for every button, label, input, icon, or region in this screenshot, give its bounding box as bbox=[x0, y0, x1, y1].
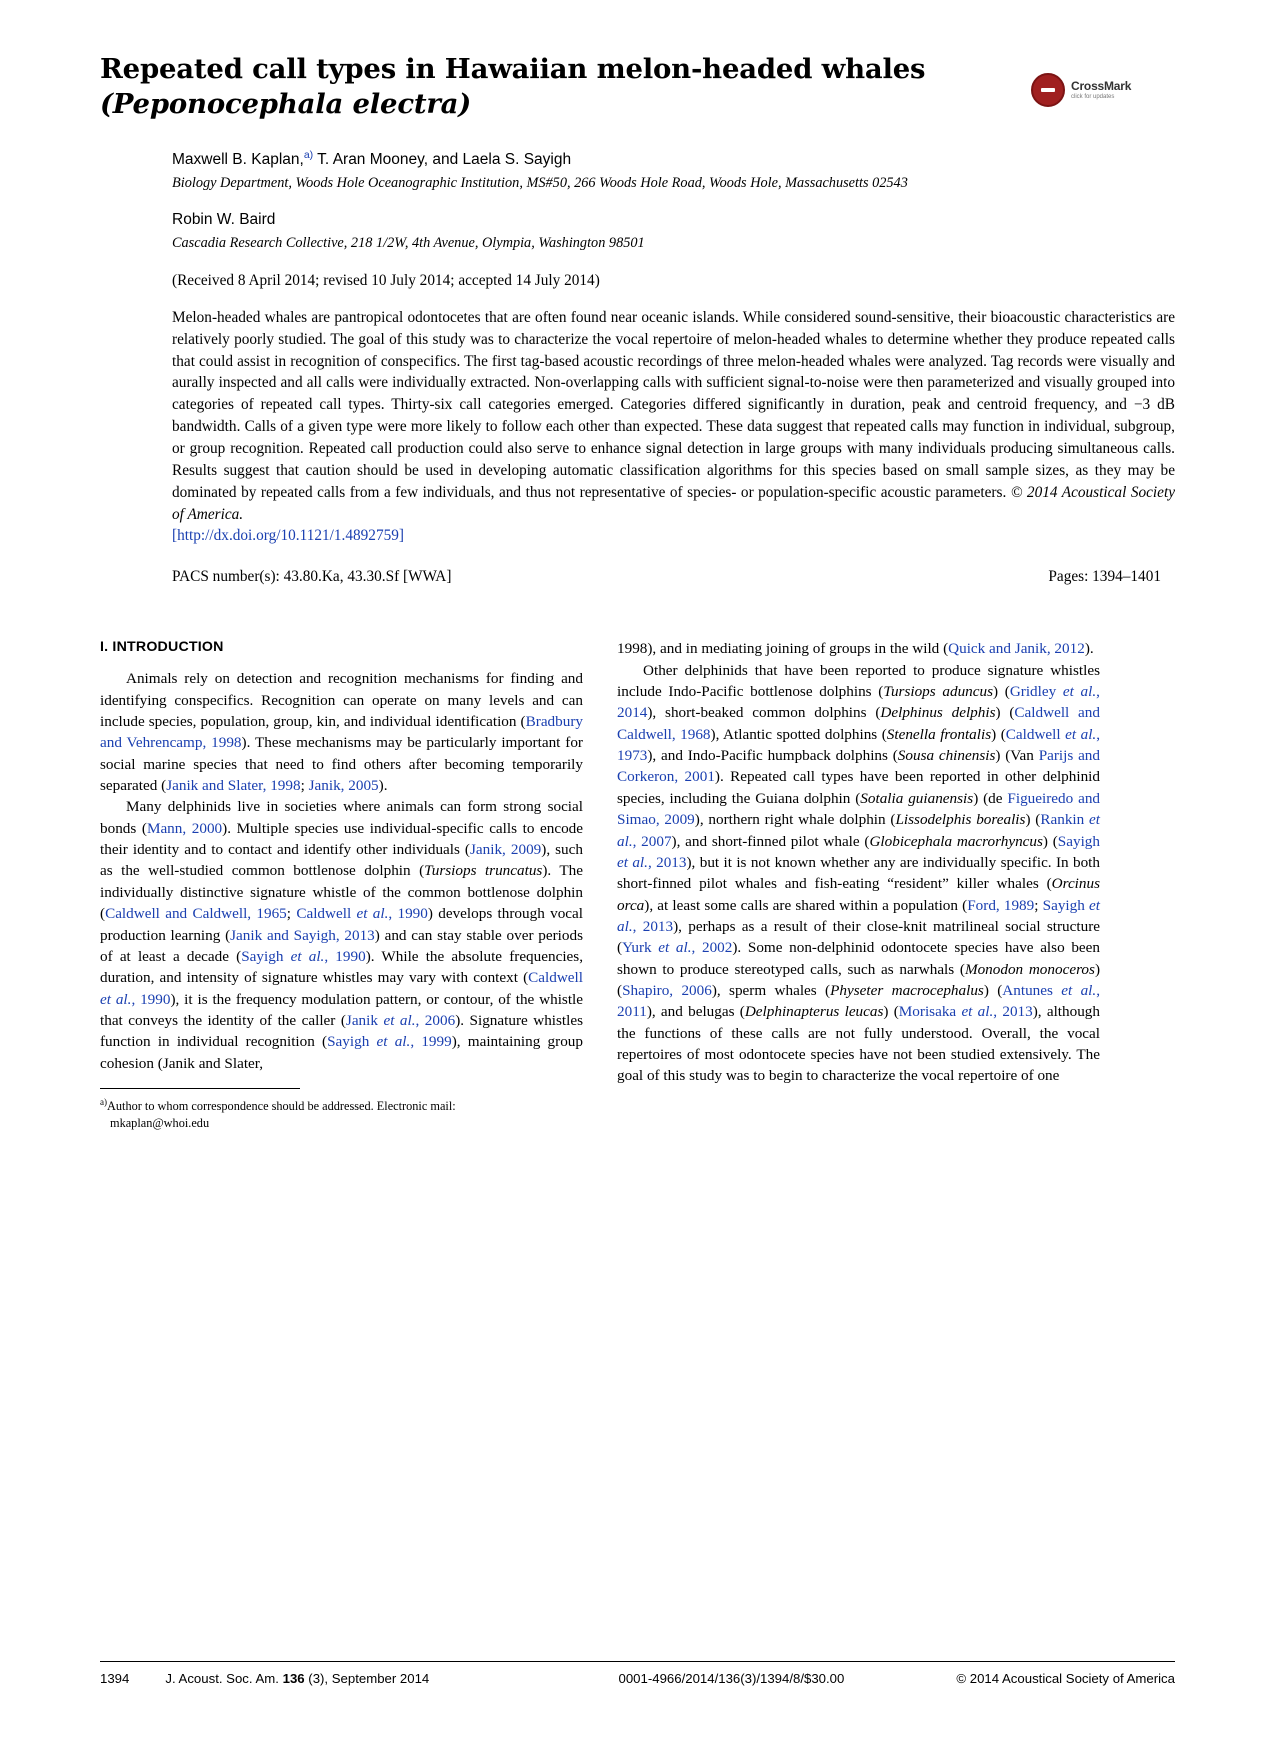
footnote-marker: a) bbox=[100, 1097, 107, 1108]
crossmark-icon bbox=[1031, 73, 1065, 107]
affiliation-1: Biology Department, Woods Hole Oceanographic Institution, MS#50, 266 Woods Hole Road, Woods Hole, Massachusetts 02543 bbox=[172, 175, 908, 192]
authors-block-2 bbox=[172, 210, 1175, 254]
paragraph: Animals rely on detection and recognition mechanisms for finding and identifying conspecifics. Recognition can operate on many levels and can include species, population, group, kin, and individual identification (Bradbury and Vehrencamp, 1998). These mechanisms may be particularly important for social marine species that need to find others after becoming temporarily separated (Janik and Slater, 1998; Janik, 2005). bbox=[100, 670, 583, 795]
footer-divider bbox=[100, 1661, 1175, 1662]
footer-journal-rest: (3), September 2014 bbox=[304, 1671, 430, 1686]
body-columns bbox=[100, 638, 1175, 1132]
paragraph: Many delphinids live in societies where animals can form strong social bonds (Mann, 2000). Multiple species use individual-specific calls to encode their identity and to contact and identify other individuals (Janik, 2009), such as the well-studied common bottlenose dolphin (Tursiops truncatus). The individually distinctive signature whistle of the common bottlenose dolphin (Caldwell and Caldwell, 1965; Caldwell et al., 1990) develops through vocal production learning (Janik and Sayigh, 2013) and can stay stable over periods of at least a decade (Sayigh et al., 1990). While the absolute frequencies, duration, and intensity of signature whistles may vary with context (Caldwell et al., 1990), it is the frequency modulation pattern, or contour, of the whistle that conveys the identity of the caller (Janik et al., 2006). Signature whistles function in individual recognition (Sayigh et al., 1999), maintaining group cohesion (Janik and Slater, bbox=[100, 798, 584, 1072]
page-range: Pages: 1394–1401 bbox=[1048, 568, 1161, 586]
author-names-1: Maxwell B. Kaplan, bbox=[172, 151, 304, 169]
section-heading-introduction: I. INTRODUCTION bbox=[100, 639, 224, 656]
received-dates: (Received 8 April 2014; revised 10 July 2014; accepted 14 July 2014) bbox=[172, 271, 600, 289]
paragraph: Other delphinids that have been reported to produce signature whistles include Indo-Pacific bottlenose dolphins (Tursiops aduncus) (Gridley et al., 2014), short-beaked common dolphins (Delphinus delphis) (Caldwell and Caldwell, 1968), Atlantic spotted dolphins (Stenella frontalis) (Caldwell et al., 1973), and Indo-Pacific humpback dolphins (Sousa chinensis) (Van Parijs and Corkeron, 2001). Repeated call types have been reported in other delphinid species, including the Guiana dolphin (Sotalia guianensis) (de Figueiredo and Simao, 2009), northern right whale dolphin (Lissodelphis borealis) (Rankin et al., 2007), and short-finned pilot whale (Globicephala macrorhyncus) (Sayigh et al., 2013), but it is not known whether any are individually specific. In both short-finned pilot whales and fish-eating “resident” killer whales (Orcinus orca), at least some calls are shared within a population (Ford, 1989; Sayigh et al., 2013), perhaps as a result of their close-knit matrilineal social structure (Yurk et al., 2002). Some non-delphinid odontocete species have also been shown to produce stereotyped calls, such as narwhals (Monodon monoceros) (Shapiro, 2006), sperm whales (Physeter macrocephalus) (Antunes et al., 2011), and belugas (Delphinapterus leucas) (Morisaka et al., 2013), although the functions of these calls are not fully understood. Overall, the vocal repertoires of most odontocete species have not been studied extensively. The goal of this study was to begin to characterize the vocal repertoire of one bbox=[617, 661, 1101, 1085]
corresponding-author-marker[interactable]: a) bbox=[303, 149, 314, 162]
title-line-1: Repeated call types in Hawaiian melon-headed whales bbox=[100, 53, 926, 85]
crossmark-title: CrossMark bbox=[1071, 78, 1132, 93]
footer-journal-volume: 136 bbox=[282, 1671, 305, 1686]
affiliation-2: Cascadia Research Collective, 218 1/2W, 4th Avenue, Olympia, Washington 98501 bbox=[172, 235, 645, 252]
crossmark-subtitle: click for updates bbox=[1071, 94, 1115, 101]
footer-copyright: © 2014 Acoustical Society of America bbox=[956, 1671, 1175, 1686]
title-line-2: (Peponocephala electra) bbox=[100, 88, 472, 121]
footer-journal bbox=[165, 1671, 429, 1686]
footnote-email[interactable]: mkaplan@whoi.edu bbox=[110, 1116, 210, 1131]
crossmark-text bbox=[1071, 80, 1131, 101]
footer-issn: 0001-4966/2014/136(3)/1394/8/$30.00 bbox=[618, 1671, 845, 1686]
pacs-row bbox=[172, 568, 1175, 586]
footnote-divider bbox=[100, 1088, 300, 1089]
author-names-1-rest: T. Aran Mooney, and Laela S. Sayigh bbox=[313, 151, 572, 169]
article-content bbox=[0, 52, 1275, 1132]
pacs-numbers: PACS number(s): 43.80.Ka, 43.30.Sf [WWA] bbox=[172, 568, 452, 586]
page-title bbox=[100, 52, 1175, 122]
footer-journal-name: J. Acoust. Soc. Am. bbox=[165, 1671, 283, 1686]
footnote-text: Author to whom correspondence should be addressed. Electronic mail: bbox=[107, 1099, 456, 1114]
page-footer bbox=[100, 1671, 1175, 1686]
paragraph: 1998), and in mediating joining of groups in the wild (Quick and Janik, 2012). bbox=[617, 640, 1094, 658]
author-line-2: Robin W. Baird bbox=[172, 211, 276, 229]
footer-page-number: 1394 bbox=[100, 1671, 130, 1686]
column-left bbox=[100, 638, 583, 1132]
document-page bbox=[0, 52, 1275, 1740]
author-line-1 bbox=[172, 148, 1175, 171]
doi-link[interactable]: [http://dx.doi.org/10.1121/1.4892759] bbox=[172, 527, 404, 545]
abstract-copyright: © 2014 Acoustical Society of America. bbox=[172, 483, 1175, 523]
authors-block bbox=[172, 148, 1175, 586]
crossmark-badge[interactable] bbox=[1031, 70, 1157, 110]
abstract-text: Melon-headed whales are pantropical odontocetes that are often found near oceanic islands. While considered sound-sensitive, their bioacoustic characteristics are relatively poorly studied. The goal of this study was to characterize the vocal repertoire of melon-headed whales to determine whether they produce repeated calls that could assist in recognition of conspecifics. The first tag-based acoustic recordings of three melon-headed whales were analyzed. Tag records were visually and aurally inspected and all calls were individually extracted. Non-overlapping calls with sufficient signal-to-noise were then parameterized and visually grouped into categories of repeated call types. Thirty-six call categories emerged. Categories differed significantly in duration, peak and centroid frequency, and −3 dB bandwidth. Calls of a given type were more likely to follow each other than expected. These data suggest that repeated calls may function in individual, subgroup, or group recognition. Repeated call production could also serve to enhance signal detection in large groups with many individuals producing simultaneous calls. Results suggest that caution should be used in developing automatic classification algorithms for this species based on small sample sizes, as they may be dominated by repeated calls from a few individuals, and thus not representative of species- or population-specific acoustic parameters. bbox=[172, 308, 1175, 501]
abstract bbox=[172, 307, 1175, 547]
footnote bbox=[100, 1096, 583, 1132]
column-right bbox=[617, 638, 1100, 1087]
